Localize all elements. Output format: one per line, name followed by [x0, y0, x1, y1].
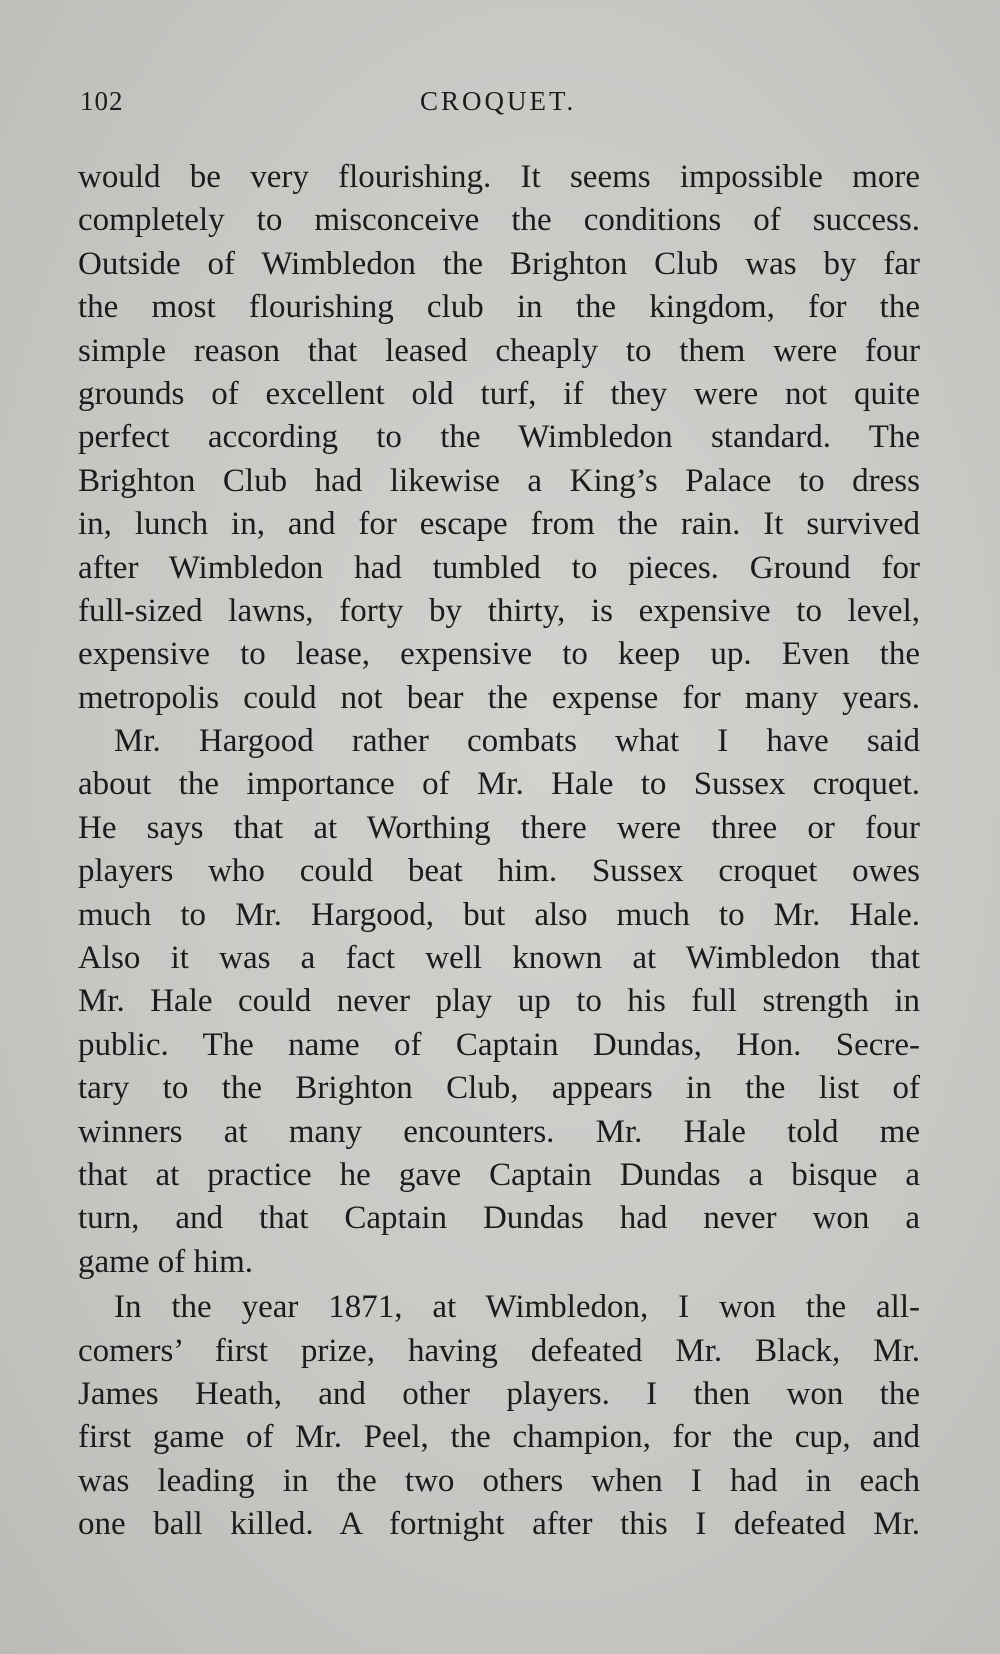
- text-line: after Wimbledon had tumbled to pieces. Ground for: [78, 549, 920, 586]
- text-line: Mr. Hargood rather combats what I have said: [114, 723, 920, 760]
- text-line: He says that at Worthing there were three or four: [78, 809, 920, 846]
- paragraph: [78, 720, 920, 1284]
- text-line: perfect according to the Wimbledon standard. The: [78, 419, 920, 456]
- text-line: about the importance of Mr. Hale to Sussex croquet.: [78, 766, 920, 803]
- text-line: grounds of excellent old turf, if they were not quite: [78, 375, 920, 412]
- text-line: full-sized lawns, forty by thirty, is expensive to level,: [78, 592, 920, 629]
- text-line: that at practice he gave Captain Dundas a bisque a: [78, 1156, 920, 1193]
- paragraph: [78, 1286, 920, 1546]
- paragraph: [78, 156, 920, 720]
- text-line: completely to misconceive the conditions of success.: [78, 202, 920, 239]
- text-line: winners at many encounters. Mr. Hale told me: [78, 1113, 920, 1150]
- text-line: James Heath, and other players. I then won the: [78, 1375, 920, 1412]
- text-line: Brighton Club had likewise a King’s Palace to dress: [78, 462, 920, 499]
- text-line: In the year 1871, at Wimbledon, I won the all-: [114, 1289, 920, 1326]
- running-head: CROQUET.: [420, 86, 577, 116]
- body-text: [78, 156, 920, 1547]
- text-line: Outside of Wimbledon the Brighton Club was by far: [78, 245, 920, 282]
- text-line: one ball killed. A fortnight after this I defeated Mr.: [78, 1506, 920, 1543]
- text-line: in, lunch in, and for escape from the rain. It survived: [78, 506, 920, 543]
- text-line: was leading in the two others when I had in each: [78, 1462, 920, 1499]
- page-number: 102: [80, 86, 124, 116]
- text-line: public. The name of Captain Dundas, Hon. Secre-: [78, 1026, 920, 1063]
- text-line: game of him.: [78, 1243, 254, 1280]
- text-line: tary to the Brighton Club, appears in the list of: [78, 1070, 920, 1107]
- text-line: simple reason that leased cheaply to them were four: [78, 332, 920, 369]
- text-line: Mr. Hale could never play up to his full strength in: [78, 983, 920, 1020]
- text-line: much to Mr. Hargood, but also much to Mr. Hale.: [78, 896, 920, 933]
- text-line: players who could beat him. Sussex croquet owes: [78, 853, 920, 890]
- text-line: first game of Mr. Peel, the champion, for the cup, and: [78, 1419, 920, 1456]
- text-line: the most flourishing club in the kingdom, for the: [78, 289, 920, 326]
- text-line: would be very flourishing. It seems impossible more: [78, 159, 920, 195]
- text-line: turn, and that Captain Dundas had never won a: [78, 1200, 920, 1237]
- text-line: Also it was a fact well known at Wimbledon that: [78, 940, 920, 977]
- text-line: expensive to lease, expensive to keep up. Even the: [78, 636, 920, 673]
- text-line: comers’ first prize, having defeated Mr. Black, Mr.: [78, 1332, 920, 1369]
- text-line: metropolis could not bear the expense for many years.: [78, 679, 920, 716]
- page-header: [80, 86, 920, 126]
